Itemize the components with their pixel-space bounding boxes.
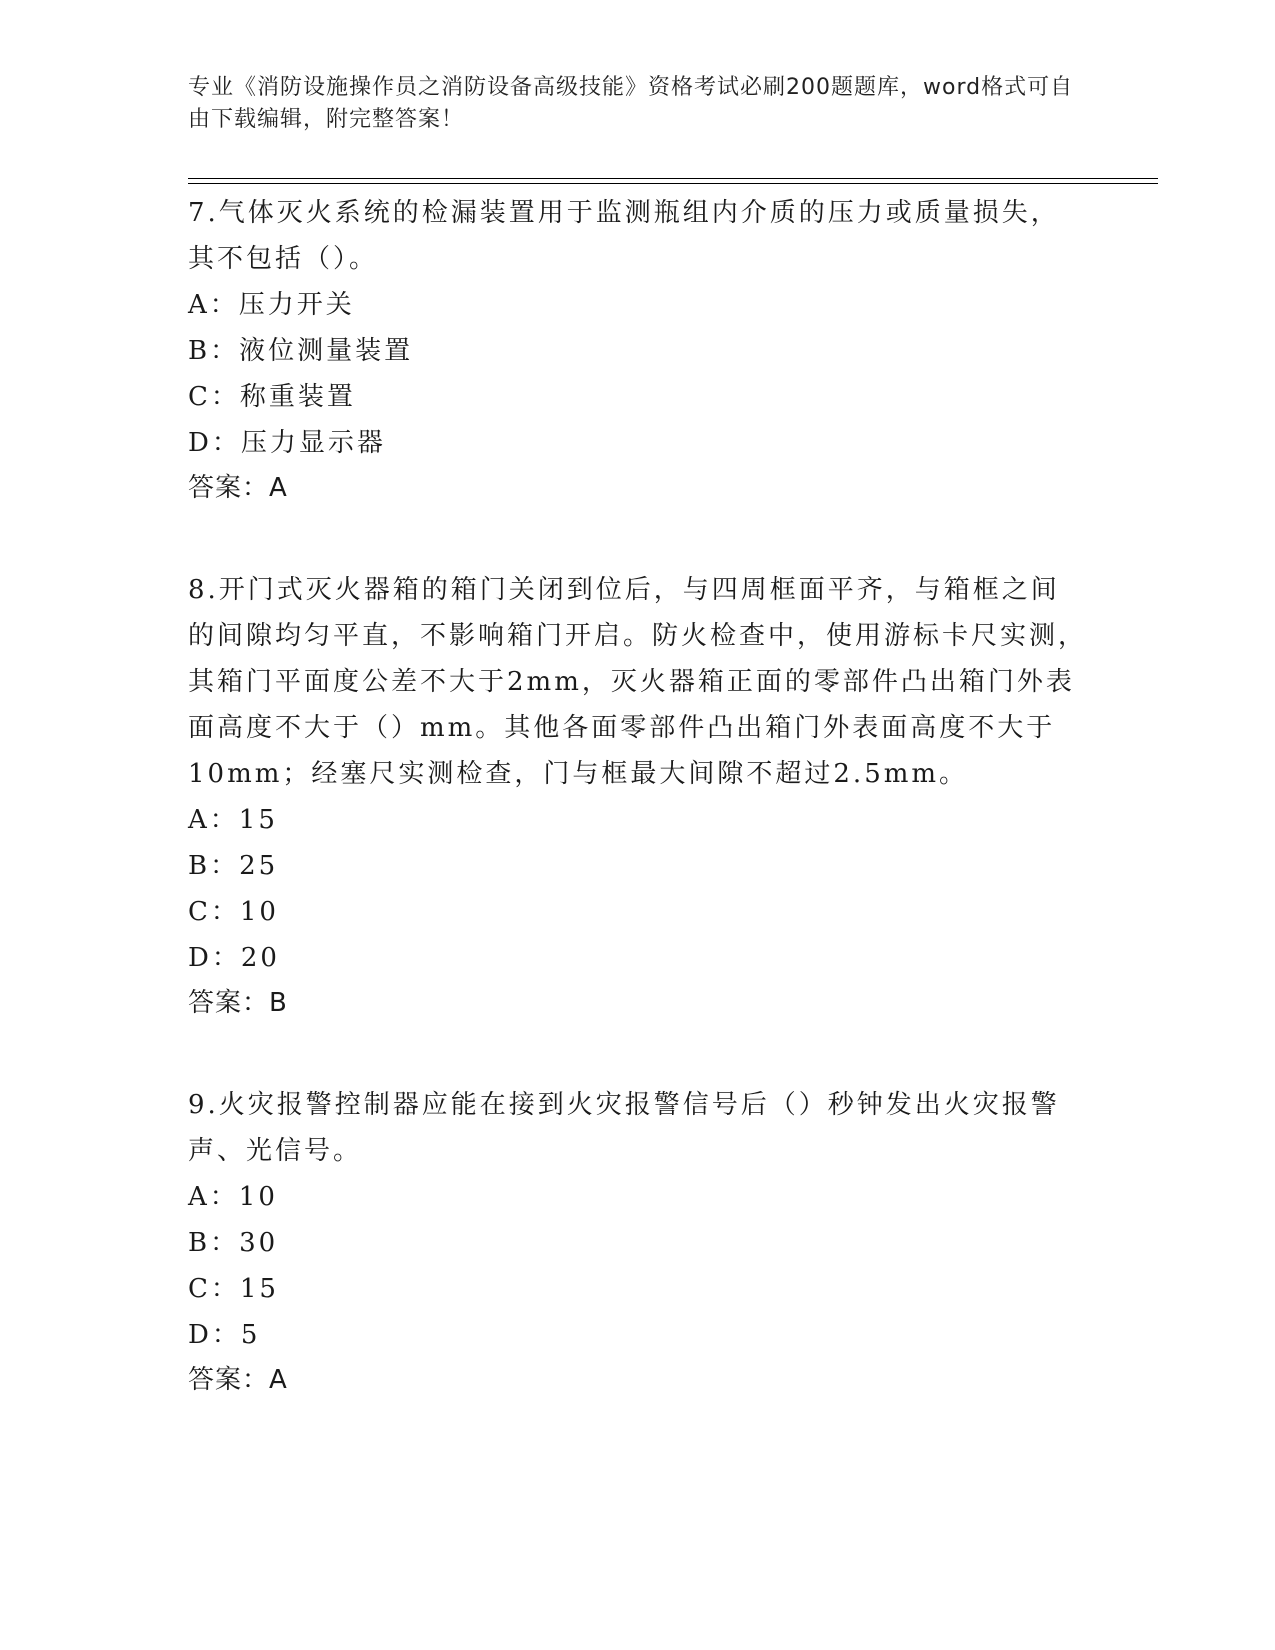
option-c: C：15 [188, 1274, 279, 1304]
document-header: 专业《消防设施操作员之消防设备高级技能》资格考试必刷200题题库，word格式可自由下载编辑，附完整答案！ [188, 75, 1074, 132]
question-stem: 9.火灾报警控制器应能在接到火灾报警信号后（）秒钟发出火灾报警声、光信号。 [188, 1090, 1060, 1166]
option-d: D：20 [188, 943, 280, 973]
option-b: B：25 [188, 851, 279, 881]
option-b: B：30 [188, 1228, 279, 1258]
header-rule-top [188, 178, 1158, 179]
question-list [188, 190, 1088, 1459]
option-a: A：15 [188, 805, 278, 835]
answer-line: 答案：A [188, 1365, 288, 1395]
answer-line: 答案：B [188, 988, 288, 1018]
header-rule-bottom [188, 183, 1158, 184]
question-7 [188, 190, 1088, 510]
option-d: D：压力显示器 [188, 428, 386, 458]
option-c: C：10 [188, 897, 279, 927]
question-stem: 8.开门式灭火器箱的箱门关闭到位后，与四周框面平齐，与箱框之间的间隙均匀平直，不影响箱门开启。防火检查中，使用游标卡尺实测，其箱门平面度公差不大于2mm，灭火器箱正面的零部件凸出箱门外表面高度不大于（）mm。其他各面零部件凸出箱门外表面高度不大于10mm；经塞尺实测检查，门与框最大间隙不超过2.5mm。 [188, 575, 1088, 789]
option-c: C：称重装置 [188, 382, 356, 412]
question-9 [188, 1082, 1088, 1402]
option-d: D：5 [188, 1320, 261, 1350]
question-8 [188, 567, 1088, 1025]
option-b: B：液位测量装置 [188, 336, 414, 366]
question-stem: 7.气体灭火系统的检漏装置用于监测瓶组内介质的压力或质量损失，其不包括（）。 [188, 198, 1060, 274]
option-a: A：压力开关 [188, 290, 355, 320]
answer-line: 答案：A [188, 473, 288, 503]
option-a: A：10 [188, 1182, 278, 1212]
